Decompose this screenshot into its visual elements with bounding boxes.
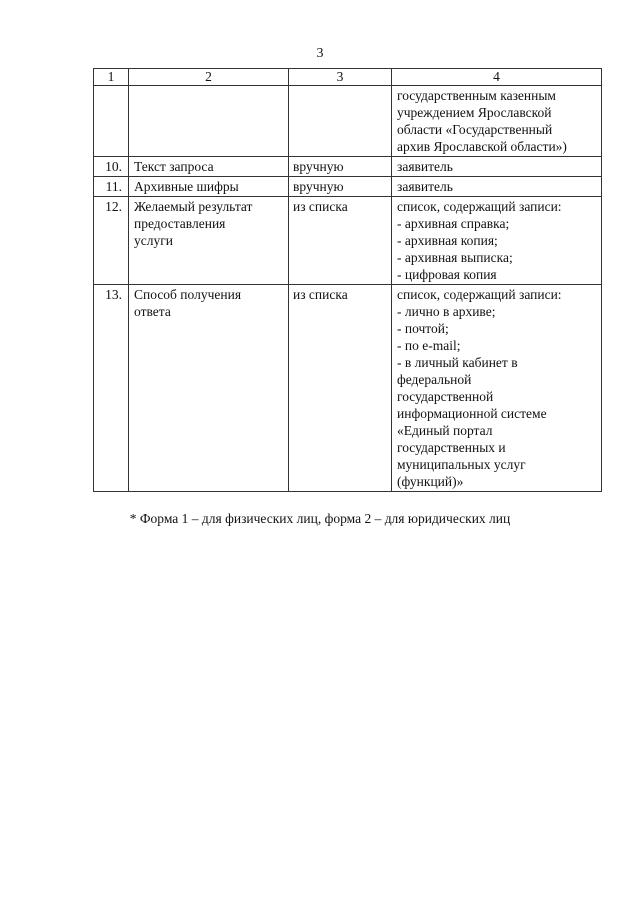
source-cell: [392, 157, 602, 177]
source-cell: [392, 177, 602, 197]
field-name-line: Текст запроса: [134, 159, 214, 174]
source-line: муниципальных услуг: [397, 457, 526, 472]
input-method-cell: [289, 86, 392, 157]
field-name-line: Способ получения: [134, 287, 242, 302]
source-line: - почтой;: [397, 321, 449, 336]
row-number: 13.: [94, 285, 129, 492]
source-line: заявитель: [397, 159, 453, 174]
field-name-cell: [129, 157, 289, 177]
input-method-cell: вручную: [289, 157, 392, 177]
header-cell-4: 4: [392, 69, 602, 86]
header-cell-3: 3: [289, 69, 392, 86]
input-method-cell: вручную: [289, 177, 392, 197]
source-line: - цифровая копия: [397, 267, 497, 282]
data-table: [93, 68, 602, 492]
source-line: - архивная справка;: [397, 216, 510, 231]
field-name-cell: [129, 86, 289, 157]
row-number: 11.: [94, 177, 129, 197]
source-line: государственным казенным: [397, 88, 556, 103]
source-line: - архивная копия;: [397, 233, 498, 248]
source-line: - по e-mail;: [397, 338, 461, 353]
row-number: 10.: [94, 157, 129, 177]
field-name-line: Желаемый результат: [134, 199, 253, 214]
field-name-cell: [129, 177, 289, 197]
row-number: 12.: [94, 197, 129, 285]
footnote: * Форма 1 – для физических лиц, форма 2 – для юридических лиц: [129, 511, 511, 526]
field-name-cell: [129, 197, 289, 285]
source-line: государственных и: [397, 440, 506, 455]
field-name-line: Архивные шифры: [134, 179, 239, 194]
table-row: [94, 157, 602, 177]
source-line: - в личный кабинет в: [397, 355, 518, 370]
source-line: - архивная выписка;: [397, 250, 513, 265]
header-cell-2: 2: [129, 69, 289, 86]
input-method-cell: из списка: [289, 197, 392, 285]
source-line: - лично в архиве;: [397, 304, 496, 319]
source-line: федеральной: [397, 372, 472, 387]
source-line: учреждением Ярославской: [397, 105, 552, 120]
header-cell-1: 1: [94, 69, 129, 86]
field-name-cell: [129, 285, 289, 492]
source-line: области «Государственный: [397, 122, 553, 137]
table-row: [94, 197, 602, 285]
source-cell: [392, 285, 602, 492]
table-row: [94, 177, 602, 197]
source-line: государственной: [397, 389, 494, 404]
table-header-row: [94, 69, 602, 86]
table-row: [94, 86, 602, 157]
input-method-cell: из списка: [289, 285, 392, 492]
page-number: 3: [316, 46, 324, 61]
row-number: [94, 86, 129, 157]
source-line: заявитель: [397, 179, 453, 194]
field-name-line: ответа: [134, 304, 171, 319]
source-line: архив Ярославской области»): [397, 139, 567, 154]
source-cell: [392, 197, 602, 285]
source-cell: [392, 86, 602, 157]
source-line: список, содержащий записи:: [397, 287, 562, 302]
source-line: (функций)»: [397, 474, 464, 489]
source-line: список, содержащий записи:: [397, 199, 562, 214]
table-row: [94, 285, 602, 492]
source-line: информационной системе: [397, 406, 547, 421]
field-name-line: предоставления: [134, 216, 226, 231]
source-line: «Единый портал: [397, 423, 493, 438]
field-name-line: услуги: [134, 233, 173, 248]
